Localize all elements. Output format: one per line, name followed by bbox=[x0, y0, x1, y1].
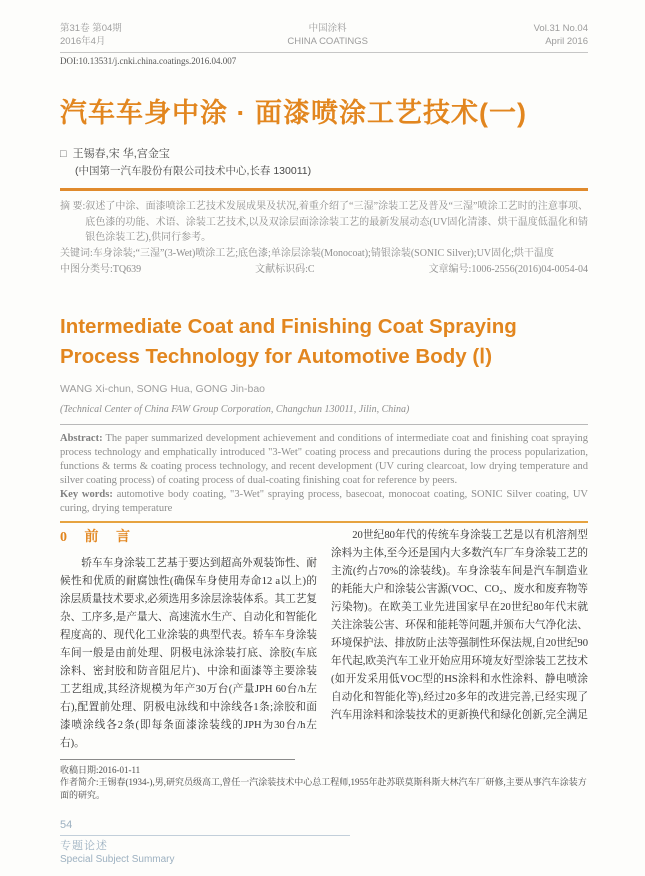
divider-gray-thin bbox=[60, 424, 588, 425]
clc-number: 中图分类号:TQ639 bbox=[60, 264, 142, 275]
column-name-en: Special Subject Summary bbox=[60, 854, 175, 865]
body-paragraph-1: 轿车车身涂装工艺基于要达到超高外观装饰性、耐候性和优质的耐腐蚀性(确保车身使用寿命12 a以上)的涂层质量技术要求,必须选用多涂层涂装体系。其工艺复杂、工序多,是产量大、高速流水生产、自动化和智能化程度高的、现代化工业涂装的典型代表。轿车车身涂装车间一般是由前处理、阴极电泳涂装打底、涂胶(车底涂料、密封胶和防音阻尼片)、中涂和面漆等主要涂装工艺组成,其经济规模为年产30万台(产量JPH 60台/h左右),配置前处理、阴极电泳线和中涂线各1条;涂胶和面漆喷涂线各2条(即每条面漆涂装线的JPH为30台/h左右)。 bbox=[60, 557, 317, 749]
page-footer bbox=[60, 819, 588, 866]
header-issue-info bbox=[60, 22, 122, 48]
footnote-rule bbox=[60, 759, 295, 760]
body-column-right bbox=[331, 527, 588, 753]
abstract-en-row bbox=[60, 432, 588, 488]
issue-date-cn: 2016年4月 bbox=[60, 36, 106, 47]
body-paragraph-2: 20世纪80年代的传统车身涂装工艺是以有机溶剂型涂料为主体,至今还是国内大多数汽车厂车身涂装工艺的主流(约占70%的涂装线)。车身涂装车间是汽车制造业的耗能大户和涂装公害源(VOC、CO₂、废水和废弃物等污染物)。在欧美工业先进国家早在20世纪80年代末就关注涂装公害、环保和能耗等问题,并颁布大气净化法、环境保护法、排放防止法等强制性环保法规,自20世纪90年代起,欧美汽车工业开始应用环境友好型涂装工艺技术(如开发采用低VOC型的HS涂料和水性涂料、静电喷涂自动化和智能化等),经过20多年的改进完善,已经实现了汽车用涂料和涂装技术的更新换代和绿化创新,完全满足 bbox=[331, 529, 588, 721]
abstract-en-text: The paper summarized development achievement and conditions of intermediate coat and finishing coat spraying process technology and emphatically introduced "3-Wet" coating process and precautions during the process popularization, functions & terms & coating process technology, and recent development (UV curing clearcoat, low drying temperature and silver coating process) of coating process of dual-coating finishing coat for reference by peers. bbox=[60, 432, 589, 486]
affiliation-cn: (中国第一汽车股份有限公司技术中心,长春 130011) bbox=[75, 165, 312, 177]
footnote-received-date: 收稿日期:2016-01-11 bbox=[60, 764, 141, 775]
abstract-cn-text: 叙述了中涂、面漆喷涂工艺技术发展成果及状况,着重介绍了“三湿”涂装工艺及普及“三湿”喷涂工艺时的注意事项、底色漆的功能、术语、涂装工艺技术,以及双涂层面涂涂装工艺的最新发展动态(UV固化清漆、烘干温度低温化和锖银色涂装工艺),供同行参考。 bbox=[85, 201, 588, 243]
classification-row bbox=[60, 262, 588, 278]
footnote-block bbox=[60, 759, 588, 802]
section-title: 前 言 bbox=[84, 529, 137, 545]
abstract-en-block bbox=[60, 432, 588, 516]
footnote-author-bio: 作者简介:王锡春(1934-),男,研究员级高工,曾任一汽涂装技术中心总工程师,1955年赴苏联莫斯科斯大林汽车厂研修,主要从事汽车涂装方面的研究。 bbox=[60, 777, 587, 800]
issue-volume-cn: 第31卷 第04期 bbox=[60, 23, 122, 34]
article-title-en: Intermediate Coat and Finishing Coat Spraying Process Technology for Automotive Body (Ⅰ) bbox=[60, 314, 517, 368]
keywords-en-label: Key words: bbox=[60, 488, 113, 500]
author-square-icon: □ bbox=[60, 148, 67, 160]
issue-volume-en: Vol.31 No.04 bbox=[533, 23, 588, 34]
body-column-left bbox=[60, 527, 317, 753]
page-number: 54 bbox=[60, 819, 73, 831]
authors-en: WANG Xi-chun, SONG Hua, GONG Jin-bao bbox=[60, 382, 266, 395]
keywords-en-row bbox=[60, 488, 588, 516]
article-id: 文章编号:1006-2556(2016)04-0054-04 bbox=[428, 264, 588, 275]
abstract-cn-block bbox=[60, 199, 588, 278]
document-code: 文献标识码:C bbox=[255, 264, 315, 275]
abstract-cn-row bbox=[60, 199, 588, 246]
abstract-en-label: Abstract: bbox=[60, 432, 103, 444]
keywords-cn-label: 关键词: bbox=[60, 247, 93, 259]
header-journal-name bbox=[287, 22, 368, 48]
journal-header bbox=[60, 22, 588, 53]
authors-cn-row bbox=[60, 147, 588, 161]
column-name-cn: 专题论述 bbox=[60, 840, 108, 852]
issue-date-en: April 2016 bbox=[545, 36, 588, 47]
section-number: 0 bbox=[60, 529, 67, 545]
divider-orange-thick bbox=[60, 188, 588, 191]
affiliation-en: (Technical Center of China FAW Group Corporation, Changchun 130011, Jilin, China) bbox=[60, 403, 410, 415]
keywords-en-text: automotive body coating, "3-Wet" spraying process, basecoat, monocoat coating, SONIC Silver coating, UV curing, drying temperature bbox=[60, 488, 589, 514]
journal-name-cn: 中国涂料 bbox=[308, 23, 347, 34]
doi-line: DOI:10.13531/j.cnki.china.coatings.2016.04.007 bbox=[60, 56, 237, 66]
keywords-cn-row bbox=[60, 246, 588, 262]
authors-cn: 王锡春,宋 华,宫金宝 bbox=[72, 148, 170, 160]
keywords-cn-text: 车身涂装;“三湿”(3-Wet)喷涂工艺;底色漆;单涂层涂装(Monocoat);锖银涂装(SONIC Silver);UV固化;烘干温度 bbox=[92, 247, 554, 259]
article-title-cn: 汽车车身中涂 · 面漆喷涂工艺技术(一) bbox=[60, 98, 527, 128]
divider-orange-thin bbox=[60, 521, 588, 523]
abstract-cn-label: 摘 要: bbox=[60, 201, 86, 212]
body-columns bbox=[60, 527, 588, 753]
journal-name-en: CHINA COATINGS bbox=[287, 36, 368, 47]
section-heading bbox=[60, 529, 317, 547]
footer-rule bbox=[60, 835, 350, 836]
header-vol-info bbox=[534, 22, 588, 48]
